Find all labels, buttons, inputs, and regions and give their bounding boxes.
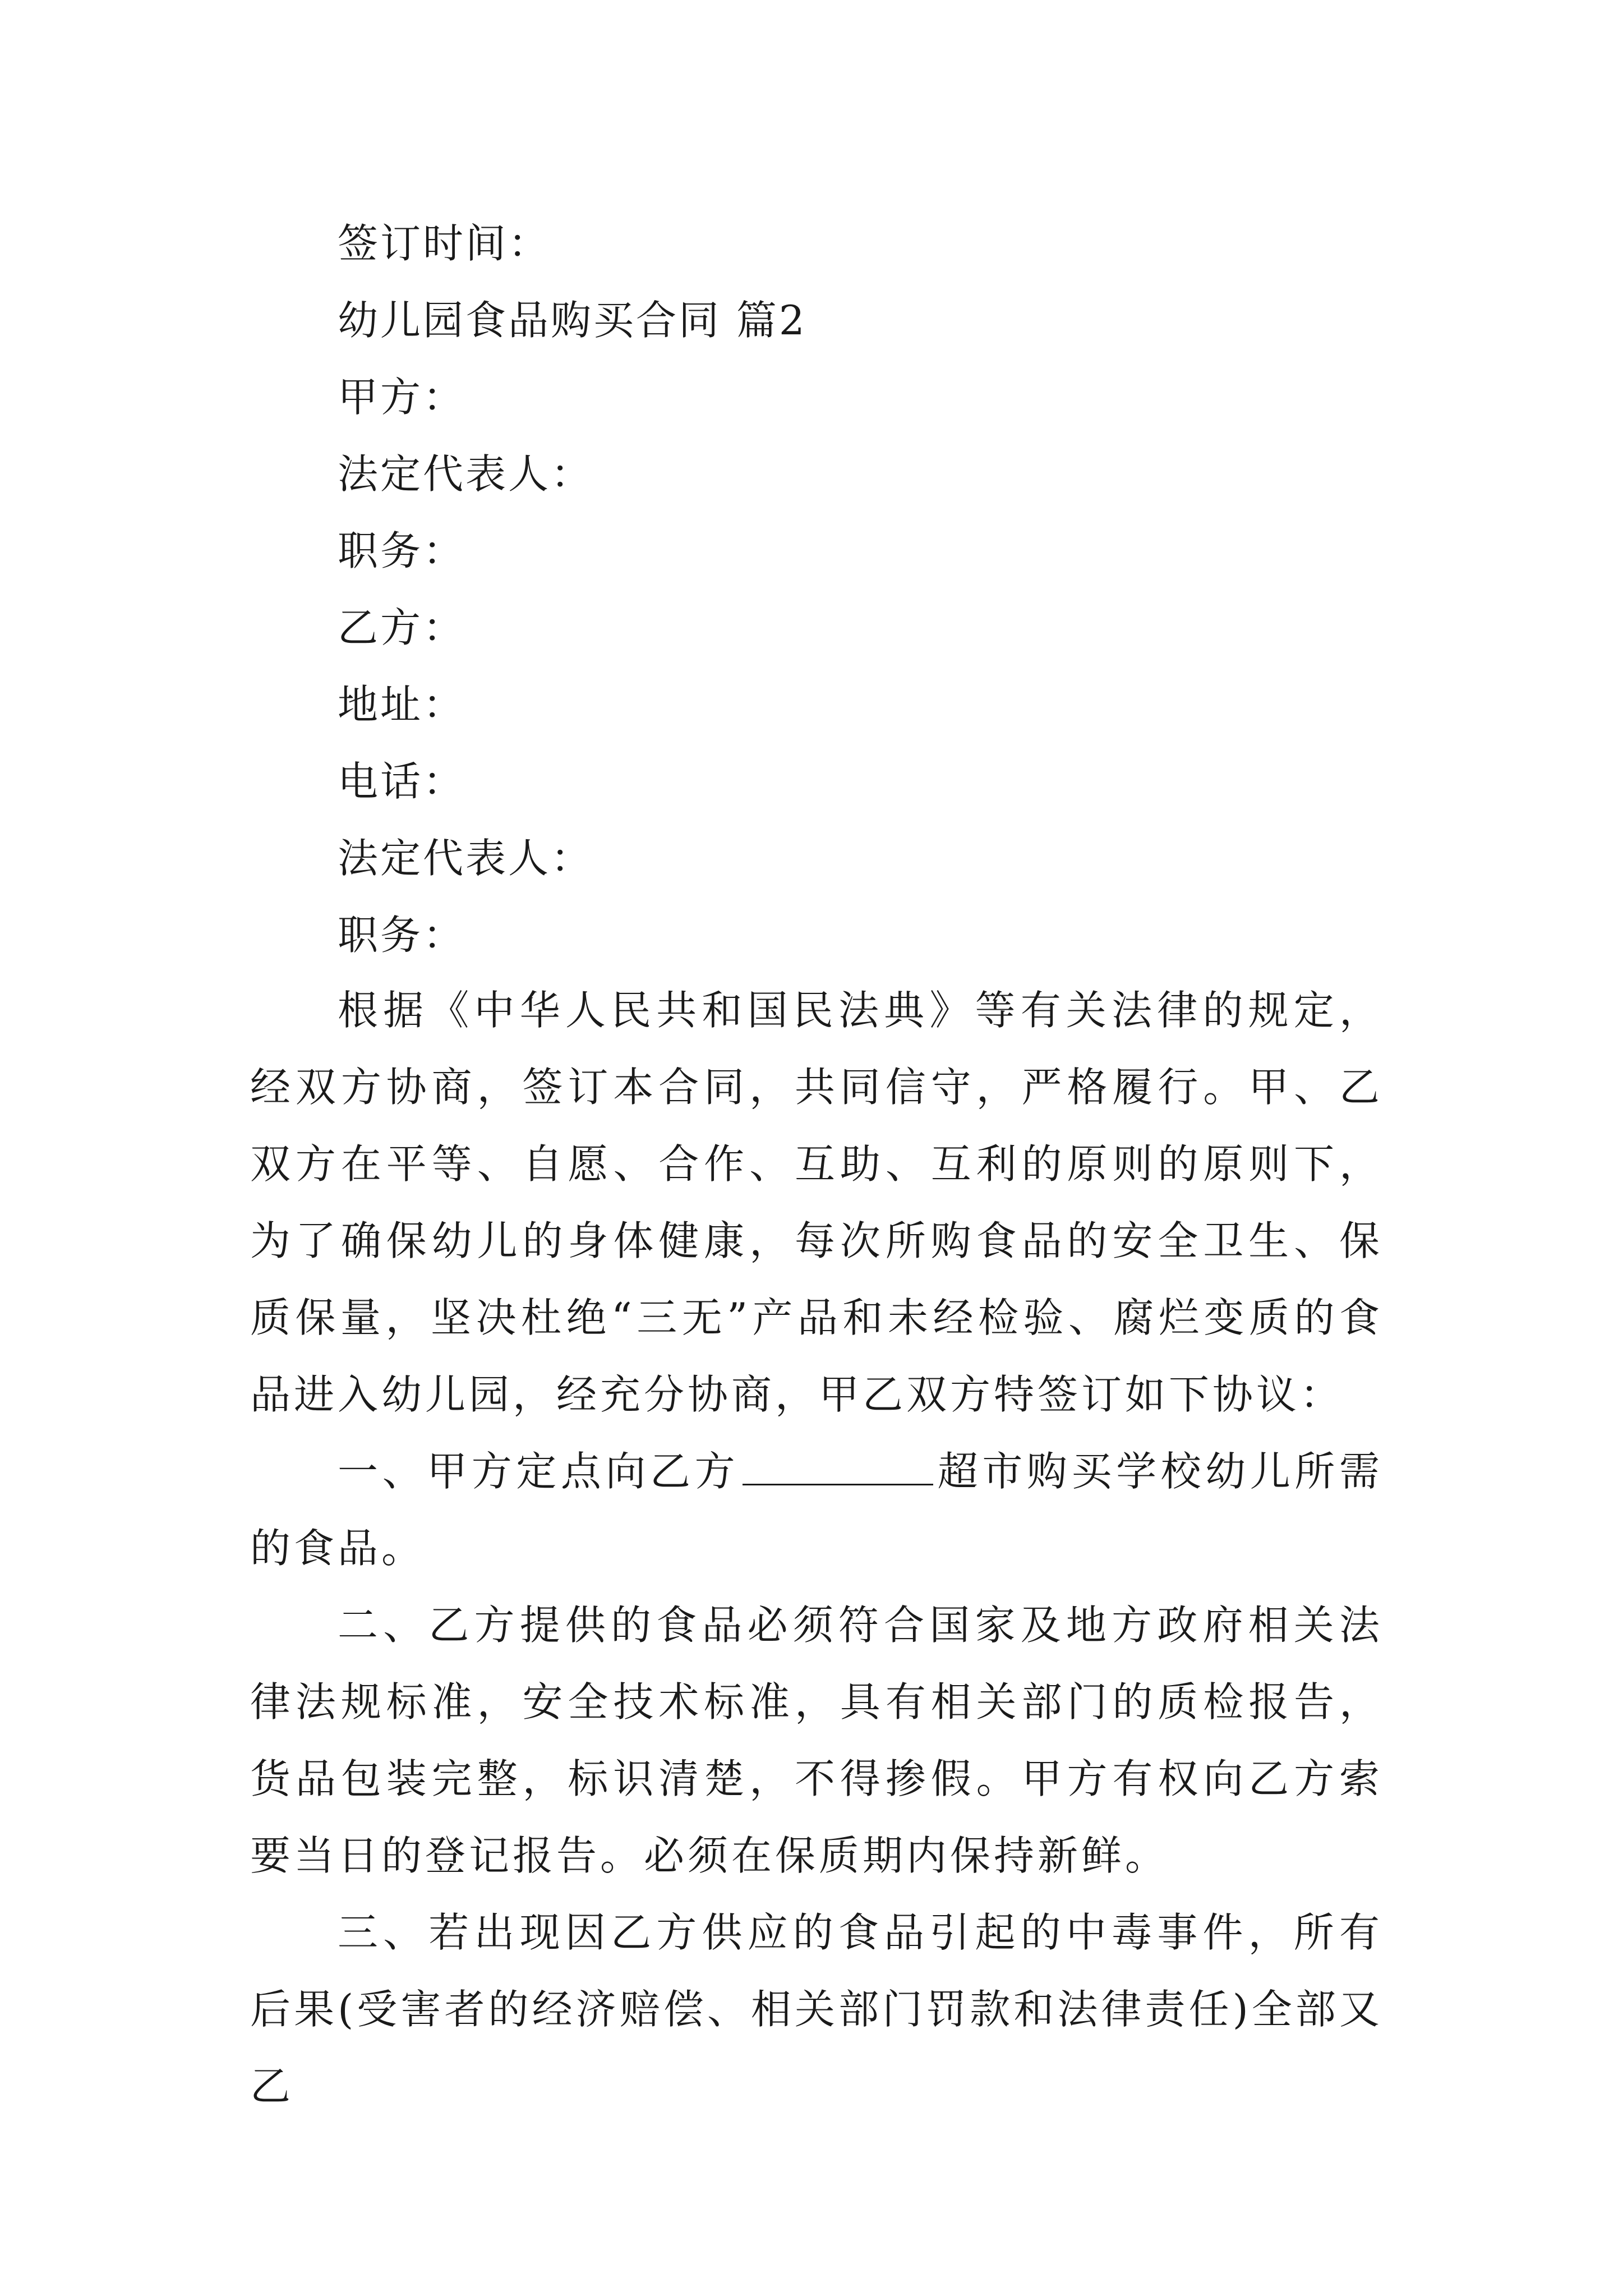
party-a-position-label: 职务：: [338, 527, 466, 574]
contract-title: 幼儿园食品购买合同 篇2: [338, 297, 807, 344]
signing-time-label: 签订时间：: [338, 220, 551, 267]
clause-1-paragraph: [250, 1433, 1383, 1587]
phone-label: 电话：: [338, 758, 466, 805]
clause-1-text-after: 超市购买学校幼儿所需的食品。: [250, 1448, 1383, 1572]
address-label: 地址：: [338, 681, 466, 728]
party-b-position-label: 职务：: [338, 912, 466, 959]
clause-3-paragraph: 三、若出现因乙方供应的食品引起的中毒事件，所有后果(受害者的经济赔偿、相关部门罚款和法律责任)全部又乙: [250, 1909, 1383, 2110]
party-b-legal-rep-label: 法定代表人：: [338, 835, 594, 882]
intro-paragraph: 根据《中华人民共和国民法典》等有关法律的规定，经双方协商，签订本合同，共同信守，严格履行。甲、乙双方在平等、自愿、合作、互助、互利的原则的原则下，为了确保幼儿的身体健康，每次所购食品的安全卫生、保质保量，坚决杜绝“三无”产品和未经检验、腐烂变质的食品进入幼儿园，经充分协商，甲乙双方特签订如下协议：: [250, 987, 1383, 1418]
supermarket-name-blank: [743, 1450, 933, 1485]
clause-1-text-before: 一、甲方定点向乙方: [338, 1448, 740, 1495]
party-a-legal-rep-label: 法定代表人：: [338, 450, 594, 498]
clause-2-paragraph: 二、乙方提供的食品必须符合国家及地方政府相关法律法规标准，安全技术标准，具有相关部门的质检报告，货品包装完整，标识清楚，不得掺假。甲方有权向乙方索要当日的登记报告。必须在保质期内保持新鲜。: [250, 1602, 1383, 1879]
party-b-label: 乙方：: [338, 604, 466, 651]
party-a-label: 甲方：: [338, 374, 466, 421]
